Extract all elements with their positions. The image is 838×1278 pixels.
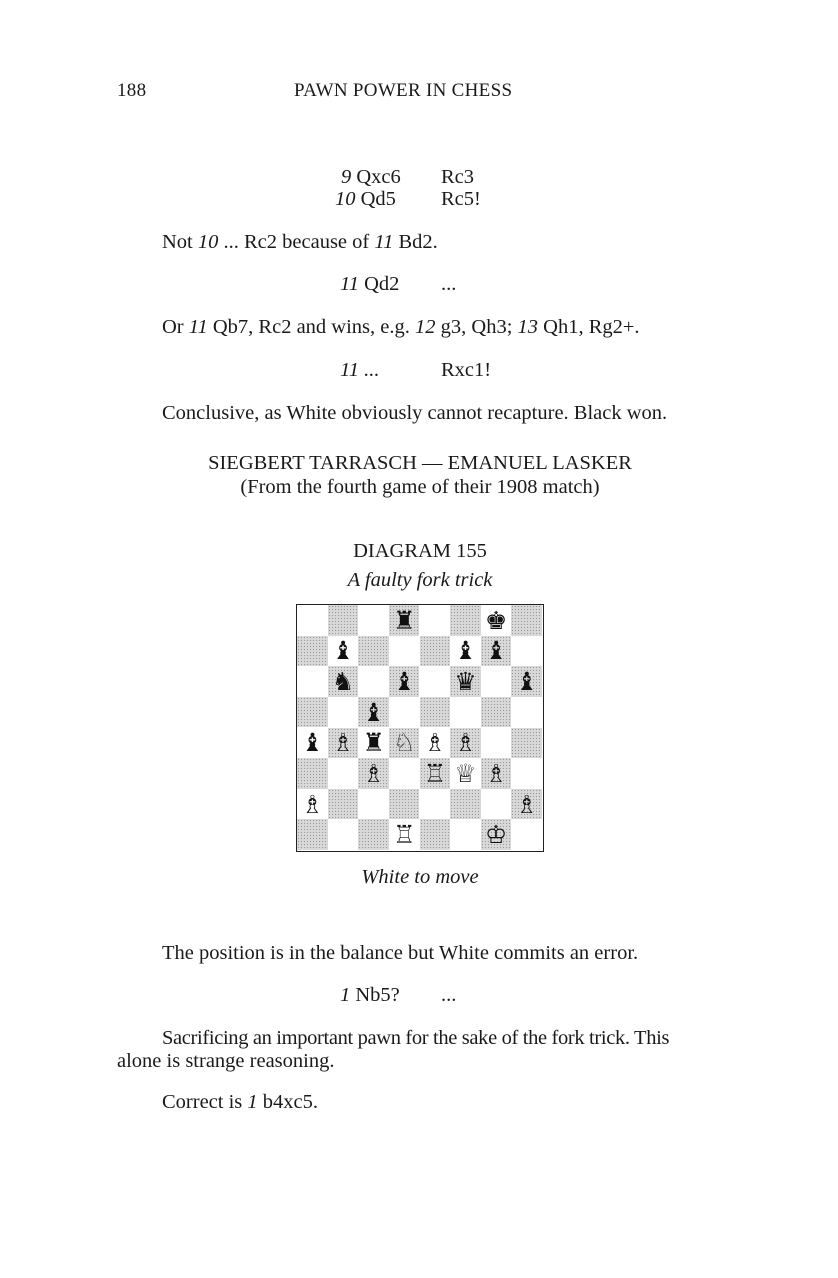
square-h6 <box>511 666 542 697</box>
note-paragraph: Not 10 ... Rc2 because of 11 Bd2. <box>162 231 438 253</box>
chess-piece-icon: ♗ <box>515 789 538 819</box>
square-d8 <box>389 605 420 636</box>
diagram-caption: A faulty fork trick <box>347 569 493 591</box>
game-players: SIEGBERT TARRASCH — EMANUEL LASKER <box>208 452 632 474</box>
chess-piece-icon: ♝ <box>515 667 538 697</box>
chess-piece-icon: ♖ <box>423 758 446 788</box>
square-d5 <box>389 697 420 728</box>
square-g2 <box>481 789 512 820</box>
square-d3 <box>389 758 420 789</box>
book-title: PAWN POWER IN CHESS <box>294 80 513 101</box>
chess-diagram <box>296 604 544 852</box>
square-b8 <box>328 605 359 636</box>
square-f6 <box>450 666 481 697</box>
square-e7 <box>420 636 451 667</box>
square-f3 <box>450 758 481 789</box>
chess-board <box>297 605 542 850</box>
move-9-black: Rc3 <box>441 166 475 188</box>
chess-piece-icon: ♝ <box>301 728 324 758</box>
square-e1 <box>420 819 451 850</box>
chess-piece-icon: ♝ <box>484 636 508 666</box>
chess-piece-icon: ♔ <box>484 820 508 850</box>
square-d7 <box>389 636 420 667</box>
chess-piece-icon: ♚ <box>484 605 508 635</box>
square-a3 <box>297 758 328 789</box>
chess-piece-icon: ♛ <box>454 667 477 697</box>
square-g7 <box>481 636 512 667</box>
square-f8 <box>450 605 481 636</box>
square-b5 <box>328 697 359 728</box>
square-a8 <box>297 605 328 636</box>
square-e2 <box>420 789 451 820</box>
square-f7 <box>450 636 481 667</box>
chess-piece-icon: ♗ <box>454 728 477 758</box>
square-c5 <box>358 697 389 728</box>
square-c4 <box>358 728 389 759</box>
paragraph-line: alone is strange reasoning. <box>117 1050 335 1072</box>
square-h1 <box>511 819 542 850</box>
square-d2 <box>389 789 420 820</box>
square-d1 <box>389 819 420 850</box>
chess-piece-icon: ♝ <box>362 697 385 727</box>
square-f1 <box>450 819 481 850</box>
chess-piece-icon: ♘ <box>392 728 416 758</box>
diagram-label: DIAGRAM 155 <box>353 540 487 562</box>
square-h5 <box>511 697 542 728</box>
square-g5 <box>481 697 512 728</box>
square-c8 <box>358 605 389 636</box>
paragraph: The position is in the balance but White commits an error. <box>162 942 639 964</box>
chess-piece-icon: ♗ <box>484 758 508 788</box>
square-a6 <box>297 666 328 697</box>
chess-piece-icon: ♕ <box>454 758 477 788</box>
square-b2 <box>328 789 359 820</box>
square-g6 <box>481 666 512 697</box>
note-paragraph: Or 11 Qb7, Rc2 and wins, e.g. 12 g3, Qh3; 13 Qh1, Rg2+. <box>162 316 640 338</box>
square-d6 <box>389 666 420 697</box>
move-1-black: ... <box>441 984 457 1006</box>
square-c7 <box>358 636 389 667</box>
square-g4 <box>481 728 512 759</box>
square-b6 <box>328 666 359 697</box>
square-g8 <box>481 605 512 636</box>
square-h4 <box>511 728 542 759</box>
note-paragraph: Conclusive, as White obviously cannot recapture. Black won. <box>162 402 668 424</box>
square-e5 <box>420 697 451 728</box>
square-a7 <box>297 636 328 667</box>
square-h3 <box>511 758 542 789</box>
move-10-white: 10 Qd5 <box>335 188 396 210</box>
square-e8 <box>420 605 451 636</box>
chess-piece-icon: ♝ <box>331 636 355 666</box>
chess-piece-icon: ♗ <box>423 728 446 758</box>
square-g3 <box>481 758 512 789</box>
square-f2 <box>450 789 481 820</box>
square-h2 <box>511 789 542 820</box>
square-b7 <box>328 636 359 667</box>
move-10-black: Rc5! <box>441 188 481 210</box>
move-9-white: 9 Qxc6 <box>341 166 401 188</box>
square-a2 <box>297 789 328 820</box>
move-1-white: 1 Nb5? <box>340 984 400 1006</box>
paragraph: Correct is 1 b4xc5. <box>162 1091 319 1113</box>
chess-piece-icon: ♝ <box>392 667 416 697</box>
chess-piece-icon: ♞ <box>331 667 355 697</box>
square-g1 <box>481 819 512 850</box>
square-h8 <box>511 605 542 636</box>
chess-piece-icon: ♗ <box>331 728 355 758</box>
chess-piece-icon: ♖ <box>392 820 416 850</box>
chess-piece-icon: ♜ <box>362 728 385 758</box>
square-c3 <box>358 758 389 789</box>
square-c1 <box>358 819 389 850</box>
diagram-to-move: White to move <box>361 866 479 888</box>
square-f5 <box>450 697 481 728</box>
square-a5 <box>297 697 328 728</box>
square-a4 <box>297 728 328 759</box>
square-b4 <box>328 728 359 759</box>
square-e4 <box>420 728 451 759</box>
square-e3 <box>420 758 451 789</box>
square-e6 <box>420 666 451 697</box>
chess-piece-icon: ♝ <box>454 636 477 666</box>
chess-piece-icon: ♗ <box>301 789 324 819</box>
square-c6 <box>358 666 389 697</box>
square-f4 <box>450 728 481 759</box>
paragraph-line: Sacrificing an important pawn for the sake of the fork trick. This <box>162 1027 670 1049</box>
square-b1 <box>328 819 359 850</box>
move-11-white: 11 Qd2 <box>340 273 400 295</box>
chess-piece-icon: ♜ <box>392 605 416 635</box>
square-c2 <box>358 789 389 820</box>
square-d4 <box>389 728 420 759</box>
square-b3 <box>328 758 359 789</box>
move-11-black-num: 11 ... <box>340 359 380 381</box>
move-11-black-reply: Rxc1! <box>441 359 492 381</box>
page-number: 188 <box>117 80 147 101</box>
square-h7 <box>511 636 542 667</box>
game-source: (From the fourth game of their 1908 match) <box>240 476 600 498</box>
move-11-black: ... <box>441 273 457 295</box>
square-a1 <box>297 819 328 850</box>
chess-piece-icon: ♗ <box>362 758 385 788</box>
